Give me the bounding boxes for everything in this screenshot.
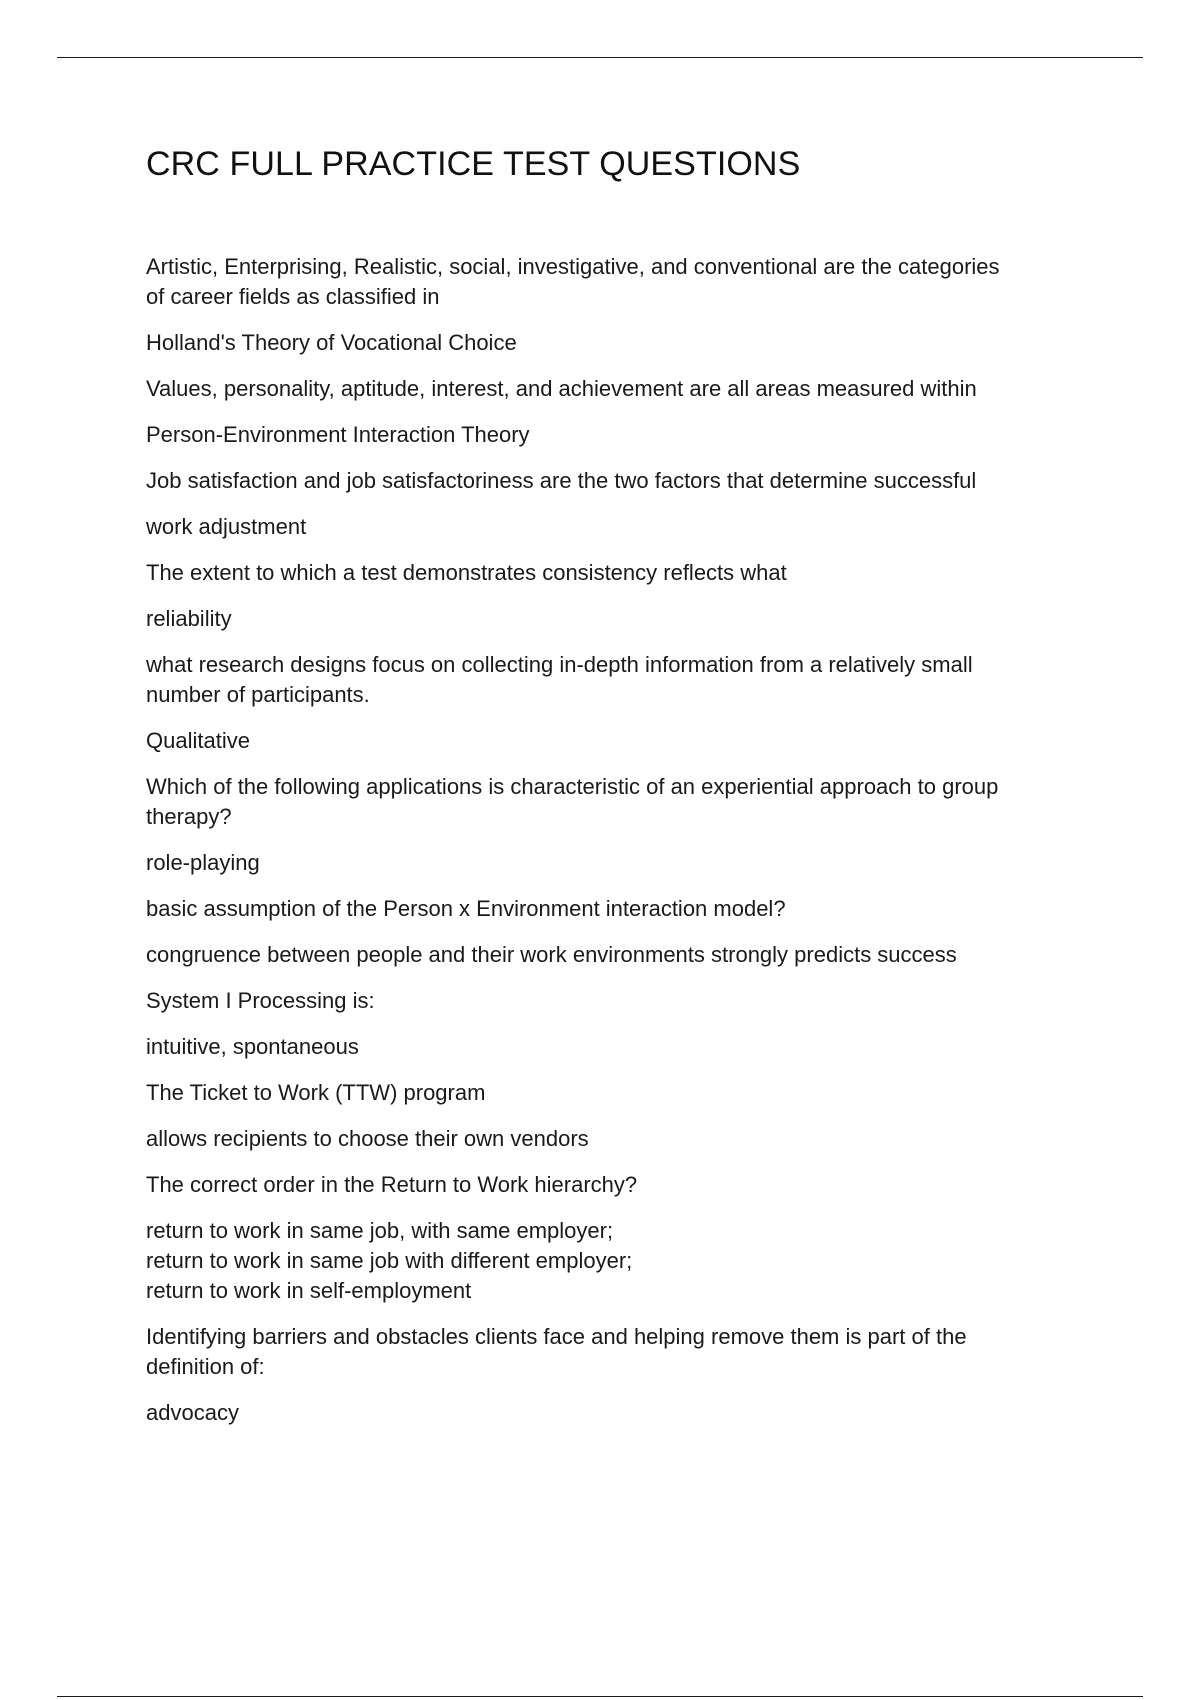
answer-line: allows recipients to choose their own vendors (146, 1126, 589, 1151)
answer-line: reliability (146, 606, 232, 631)
question-line: what research designs focus on collecting in-depth information from a relatively small number of participants. (146, 652, 973, 707)
answer-line: advocacy (146, 1400, 239, 1425)
question-line: Values, personality, aptitude, interest, and achievement are all areas measured within (146, 376, 977, 401)
answer-line: Qualitative (146, 728, 250, 753)
question-line: The Ticket to Work (TTW) program (146, 1080, 486, 1105)
question-line: Artistic, Enterprising, Realistic, social, investigative, and conventional are the categories of career fields as classified in (146, 254, 1000, 309)
answer-line: congruence between people and their work environments strongly predicts success (146, 942, 957, 967)
question-answer-list (146, 252, 1096, 1444)
question-line: System I Processing is: (146, 988, 375, 1013)
answer-line: Person-Environment Interaction Theory (146, 422, 530, 447)
question-line: Identifying barriers and obstacles clients face and helping remove them is part of the definition of: (146, 1324, 967, 1379)
question-line: Job satisfaction and job satisfactoriness are the two factors that determine successful (146, 468, 977, 493)
question-line: The correct order in the Return to Work hierarchy? (146, 1172, 638, 1197)
answer-line: return to work in same job, with same employer; return to work in same job with different employer; return to work in self-employment (146, 1218, 633, 1303)
top-rule (57, 57, 1143, 58)
answer-line: Holland's Theory of Vocational Choice (146, 330, 517, 355)
page-title: CRC FULL PRACTICE TEST QUESTIONS (146, 145, 801, 183)
answer-line: role-playing (146, 850, 260, 875)
answer-line: intuitive, spontaneous (146, 1034, 359, 1059)
question-line: basic assumption of the Person x Environment interaction model? (146, 896, 786, 921)
question-line: The extent to which a test demonstrates consistency reflects what (146, 560, 787, 585)
bottom-rule (57, 1696, 1143, 1697)
answer-line: work adjustment (146, 514, 307, 539)
question-line: Which of the following applications is characteristic of an experiential approach to group therapy? (146, 774, 999, 829)
